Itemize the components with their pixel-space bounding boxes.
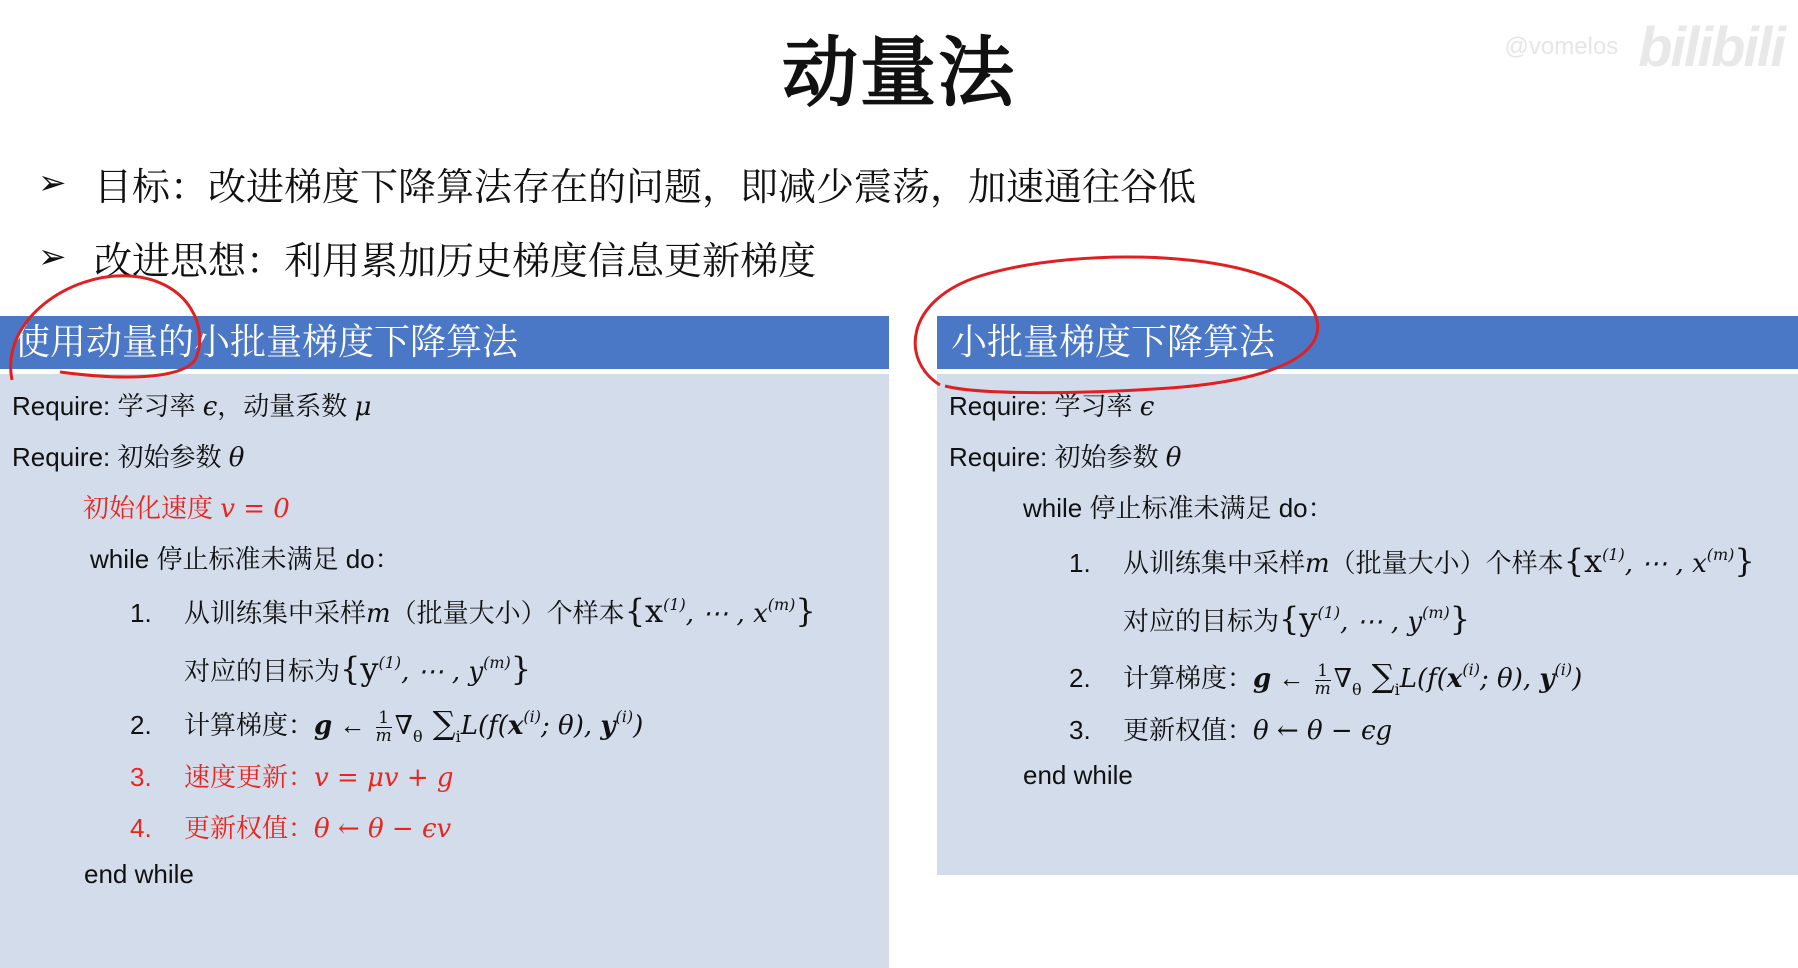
momentum-algorithm-panel bbox=[0, 316, 889, 968]
superscript: (1) bbox=[378, 653, 402, 672]
y-symbol: y bbox=[1539, 664, 1555, 694]
superscript: (1) bbox=[663, 595, 686, 614]
theta-symbol: θ bbox=[228, 443, 245, 473]
require-label: Require: 学习率 bbox=[12, 391, 203, 421]
step-1-line bbox=[1069, 542, 1755, 580]
step-number: 1. bbox=[1069, 548, 1091, 578]
fraction-denominator: m bbox=[1314, 678, 1331, 699]
step-text: 计算梯度： bbox=[184, 710, 315, 740]
require-line bbox=[12, 437, 244, 474]
superscript: (m) bbox=[767, 595, 796, 614]
gradient-symbol: g bbox=[1253, 664, 1272, 694]
step-text: 速度更新： bbox=[184, 762, 315, 792]
superscript: (m) bbox=[1706, 545, 1735, 564]
require-line bbox=[12, 386, 371, 423]
bilibili-logo: bilibili bbox=[1638, 15, 1784, 78]
step-text: （批量大小）个样本 bbox=[1329, 548, 1564, 578]
step-number: 2. bbox=[130, 710, 152, 740]
superscript: (1) bbox=[1317, 603, 1341, 622]
require-line bbox=[949, 437, 1181, 474]
loss-formula: ; θ), bbox=[1480, 664, 1540, 694]
batch-size-symbol: m bbox=[366, 599, 391, 629]
batch-size-symbol: m bbox=[1305, 549, 1330, 579]
bullet-item-idea bbox=[38, 224, 1196, 290]
step-text: （批量大小）个样本 bbox=[390, 598, 625, 628]
subscript: θ bbox=[1351, 680, 1362, 699]
target-set: {y bbox=[1279, 600, 1318, 638]
bullet-item-goal bbox=[38, 150, 1196, 216]
step-text: 对应的目标为 bbox=[184, 656, 341, 686]
nabla-symbol: ∇ bbox=[1333, 664, 1352, 694]
target-set: } bbox=[510, 650, 532, 688]
arrow-bullet-icon: ➢ bbox=[38, 237, 67, 277]
loss-formula: L(f( bbox=[1399, 664, 1447, 694]
bullet-text: 改进思想：利用累加历史梯度信息更新梯度 bbox=[94, 238, 817, 283]
subscript: θ bbox=[412, 727, 423, 746]
loss-formula: ) bbox=[1572, 664, 1583, 694]
panel-title: 小批量梯度下降算法 bbox=[937, 316, 1798, 374]
learning-rate-symbol: ϵ bbox=[202, 392, 218, 422]
init-formula: v = 0 bbox=[220, 494, 290, 524]
step-3-line bbox=[130, 757, 454, 794]
superscript: (1) bbox=[1602, 545, 1625, 564]
y-symbol: y bbox=[600, 711, 616, 741]
require-line bbox=[949, 386, 1154, 423]
weight-update-formula: θ ← θ − ϵg bbox=[1253, 716, 1393, 746]
arrow: ← bbox=[1271, 663, 1312, 693]
step-number: 3. bbox=[1069, 715, 1091, 745]
step-text: 更新权值： bbox=[1123, 715, 1254, 745]
sample-set: } bbox=[1734, 542, 1755, 580]
subscript: i bbox=[455, 727, 461, 746]
step-text: 对应的目标为 bbox=[1123, 606, 1280, 636]
require-label: Require: 初始参数 bbox=[12, 442, 229, 472]
fraction-denominator: m bbox=[375, 725, 392, 746]
while-line: while 停止标准未满足 do： bbox=[1023, 493, 1334, 523]
superscript: (m) bbox=[483, 653, 511, 672]
watermark bbox=[1505, 14, 1785, 79]
step-text: 计算梯度： bbox=[1123, 663, 1254, 693]
require-label: Require: 学习率 bbox=[949, 391, 1140, 421]
sgd-algorithm-panel bbox=[937, 316, 1798, 875]
sample-set: , ⋯ , x bbox=[1624, 549, 1707, 579]
arrow-bullet-icon: ➢ bbox=[38, 163, 67, 203]
superscript: (i) bbox=[523, 707, 542, 726]
sum-symbol: ∑ bbox=[422, 704, 456, 742]
weight-update-formula: θ ← θ − ϵv bbox=[314, 814, 452, 844]
momentum-symbol: μ bbox=[354, 392, 372, 422]
require-label: Require: 初始参数 bbox=[949, 442, 1166, 472]
theta-symbol: θ bbox=[1165, 443, 1182, 473]
subscript: i bbox=[1394, 680, 1400, 699]
step-text: 从训练集中采样 bbox=[184, 598, 367, 628]
arrow: ← bbox=[332, 710, 373, 740]
bullet-list bbox=[38, 150, 1196, 298]
watermark-text: @vomelos bbox=[1504, 32, 1619, 60]
nabla-symbol: ∇ bbox=[394, 711, 413, 741]
x-symbol: x bbox=[507, 711, 524, 741]
target-set: , ⋯ , y bbox=[1340, 607, 1423, 637]
panel-title: 使用动量的小批量梯度下降算法 bbox=[0, 316, 889, 374]
fraction-numerator: 1 bbox=[1315, 663, 1331, 681]
fraction-numerator: 1 bbox=[376, 710, 392, 728]
step-2-line bbox=[1069, 657, 1582, 699]
superscript: (i) bbox=[1462, 660, 1481, 679]
step-text: 更新权值： bbox=[184, 813, 315, 843]
step-number: 1. bbox=[130, 598, 152, 628]
init-label: 初始化速度 bbox=[83, 493, 221, 523]
step-text: 从训练集中采样 bbox=[1123, 548, 1306, 578]
sample-set: {x bbox=[624, 592, 664, 630]
step-4-line bbox=[130, 808, 451, 845]
require-label: ，动量系数 bbox=[217, 391, 355, 421]
target-set: , ⋯ , y bbox=[401, 657, 484, 687]
step-1b-line bbox=[184, 650, 531, 688]
end-while-line: end while bbox=[84, 859, 194, 889]
sample-set: , ⋯ , x bbox=[685, 599, 768, 629]
while-line: while 停止标准未满足 do： bbox=[90, 544, 401, 574]
gradient-symbol: g bbox=[314, 711, 333, 741]
sum-symbol: ∑ bbox=[1361, 657, 1395, 695]
target-set: } bbox=[1449, 600, 1471, 638]
loss-formula: L(f( bbox=[460, 711, 508, 741]
superscript: (i) bbox=[615, 707, 634, 726]
learning-rate-symbol: ϵ bbox=[1139, 392, 1155, 422]
loss-formula: ; θ), bbox=[541, 711, 601, 741]
target-set: {y bbox=[340, 650, 379, 688]
superscript: (m) bbox=[1422, 603, 1450, 622]
step-1-line bbox=[130, 592, 816, 630]
end-while-line: end while bbox=[1023, 760, 1133, 790]
step-number: 4. bbox=[130, 813, 152, 843]
x-symbol: x bbox=[1446, 664, 1463, 694]
step-2-line bbox=[130, 704, 643, 746]
sample-set: } bbox=[795, 592, 816, 630]
superscript: (i) bbox=[1554, 660, 1573, 679]
loss-formula: ) bbox=[633, 711, 644, 741]
step-1b-line bbox=[1123, 600, 1470, 638]
bullet-text: 目标：改进梯度下降算法存在的问题，即减少震荡，加速通往谷低 bbox=[94, 164, 1197, 209]
init-velocity-line bbox=[83, 488, 290, 525]
step-number: 2. bbox=[1069, 663, 1091, 693]
sample-set: {x bbox=[1563, 542, 1603, 580]
fraction bbox=[375, 707, 392, 746]
page-title: 动量法 bbox=[782, 28, 1016, 117]
step-3-line bbox=[1069, 710, 1392, 747]
step-number: 3. bbox=[130, 762, 152, 792]
velocity-update-formula: v = μv + g bbox=[314, 763, 454, 793]
fraction bbox=[1314, 660, 1331, 699]
